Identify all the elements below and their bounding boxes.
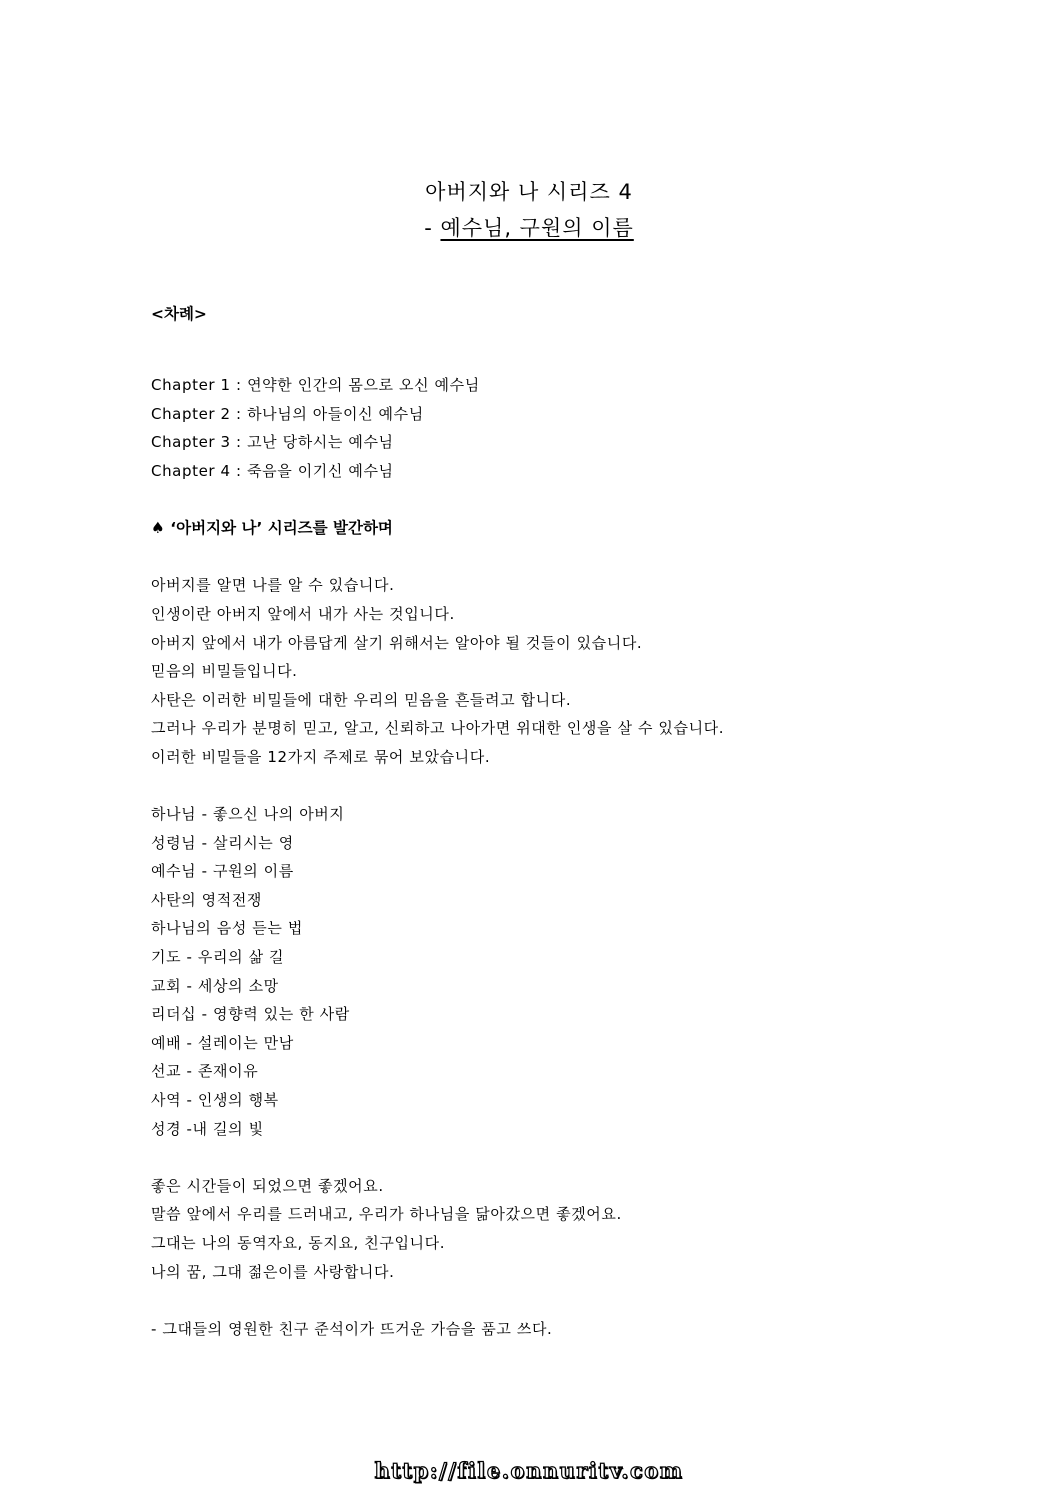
preface-line: 믿음의 비밀들입니다. xyxy=(151,662,298,681)
preface-line: 인생이란 아버지 앞에서 내가 사는 것입니다. xyxy=(151,604,455,623)
spacer xyxy=(151,486,1011,515)
spacer xyxy=(151,329,1011,358)
spacer xyxy=(151,1286,1011,1315)
topic-item: 성령님 - 살리시는 영 xyxy=(151,833,294,852)
preface-line: 이러한 비밀들을 12가지 주제로 묶어 보았습니다. xyxy=(151,747,491,766)
topic-item: 선교 - 존재이유 xyxy=(151,1062,259,1081)
title-subtitle: 예수님, 구원의 이름 xyxy=(440,216,634,240)
preface-heading: ♠ ‘아버지와 나’ 시리즈를 발간하며 xyxy=(151,519,393,538)
toc-heading: <차례> xyxy=(151,305,207,323)
toc-chapter-3: Chapter 3 : 고난 당하시는 예수님 xyxy=(151,433,394,452)
closing-line: 나의 꿈, 그대 젊은이를 사랑합니다. xyxy=(151,1262,395,1281)
spacer xyxy=(151,357,1011,371)
topic-item: 성경 -내 길의 빛 xyxy=(151,1119,264,1138)
closing-line: 말씀 앞에서 우리를 드러내고, 우리가 하나님을 닮아갔으면 좋겠어요. xyxy=(151,1205,622,1224)
topic-item: 예배 - 설레이는 만남 xyxy=(151,1033,294,1052)
topic-item: 예수님 - 구원의 이름 xyxy=(151,862,294,881)
title-line-2 xyxy=(0,210,1058,246)
spacer xyxy=(151,1143,1011,1172)
topic-item: 사역 - 인생의 행복 xyxy=(151,1091,279,1110)
preface-line: 사탄은 이러한 비밀들에 대한 우리의 믿음을 흔들려고 합니다. xyxy=(151,690,572,709)
document-body xyxy=(151,300,1011,1343)
signature-line: - 그대들의 영원한 친구 준석이가 뜨거운 가슴을 품고 쓰다. xyxy=(151,1319,553,1338)
toc-chapter-4: Chapter 4 : 죽음을 이기신 예수님 xyxy=(151,461,394,480)
footer-url-link[interactable]: http://file.onnuritv.com xyxy=(374,1458,684,1483)
spacer xyxy=(151,772,1011,801)
closing-line: 그대는 나의 동역자요, 동지요, 친구입니다. xyxy=(151,1234,446,1252)
topic-item: 리더십 - 영향력 있는 한 사람 xyxy=(151,1005,350,1024)
topic-item: 기도 - 우리의 삶 길 xyxy=(151,948,285,967)
topic-item: 교회 - 세상의 소망 xyxy=(151,976,279,995)
document-title xyxy=(0,174,1058,246)
topic-item: 사탄의 영적전쟁 xyxy=(151,890,262,909)
spacer xyxy=(151,543,1011,572)
closing-line: 좋은 시간들이 되었으면 좋겠어요. xyxy=(151,1176,384,1195)
preface-line: 아버지를 알면 나를 알 수 있습니다. xyxy=(151,576,395,595)
title-line-1: 아버지와 나 시리즈 4 xyxy=(425,180,633,204)
title-dash: - xyxy=(424,216,441,240)
topic-item: 하나님 - 좋으신 나의 아버지 xyxy=(151,805,345,824)
toc-chapter-2: Chapter 2 : 하나님의 아들이신 예수님 xyxy=(151,404,424,423)
preface-line: 아버지 앞에서 내가 아름답게 살기 위해서는 알아야 될 것들이 있습니다. xyxy=(151,633,643,652)
toc-chapter-1: Chapter 1 : 연약한 인간의 몸으로 오신 예수님 xyxy=(151,376,480,395)
preface-line: 그러나 우리가 분명히 믿고, 알고, 신뢰하고 나아가면 위대한 인생을 살 수 있습니다. xyxy=(151,719,725,738)
topic-item: 하나님의 음성 듣는 법 xyxy=(151,919,303,938)
